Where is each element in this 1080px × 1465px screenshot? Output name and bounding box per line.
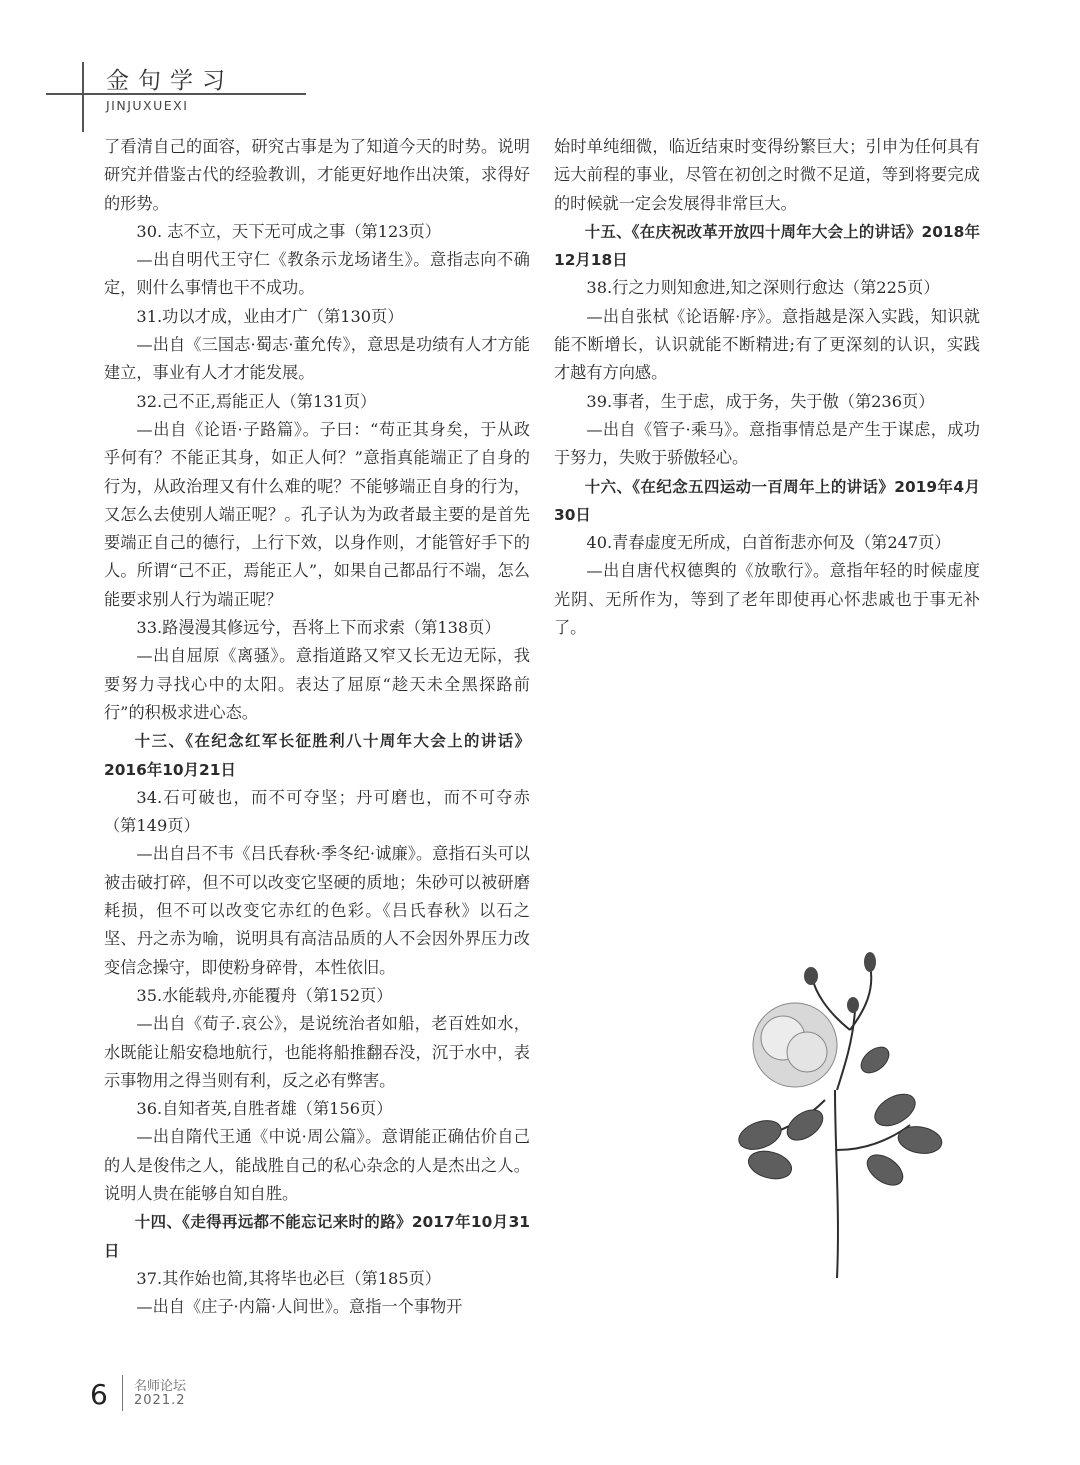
continued-text: 了看清自己的面容，研究古事是为了知道今天的时势。说明研究并借鉴古代的经验教训，才能更好地作出决策，求得好的形势。 — [104, 137, 530, 213]
quote-explanation: —出自张栻《论语解·序》。意指越是深入实践，知识就能不断增长，认识就能不断精进;有了更深刻的认识，实践才越有方向感。 — [554, 306, 980, 383]
quote-explanation: —出自唐代权德舆的《放歌行》。意指年轻的时候虚度光阴、无所作为，等到了老年即使再心怀悲戚也于事无补了。 — [554, 561, 980, 638]
magazine-name: 名师论坛 — [134, 1379, 187, 1394]
quote-item: 30. 志不立，天下无可成之事（第123页） — [136, 221, 441, 241]
section-subtitle: JINJUXUEXI — [106, 98, 189, 113]
quote-explanation: —出自《论语·子路篇》。子曰：“苟正其身矣，于从政乎何有？不能正其身，如正人何？”意指真能端正了自身的行为，从政治理又有什么难的呢？不能够端正自身的行为，又怎么去使别人端正呢？。孔子认为为政者最主要的是首先要端正自己的德行，上行下效，以身作则，才能管好手下的人。所谓“己不正，焉能正人”，如果自己都品行不端，怎么能要求别人行为端正呢？ — [104, 419, 530, 609]
issue-date: 2021.2 — [134, 1393, 186, 1408]
rose-illustration-icon — [725, 950, 965, 1280]
quote-explanation: —出自屈原《离骚》。意指道路又窄又长无边无际，我要努力寻找心中的太阳。表达了屈原“趁天未全黑探路前行”的积极求进心态。 — [104, 646, 530, 722]
quote-item: 40.青春虚度无所成，白首衔悲亦何及（第247页） — [586, 533, 951, 553]
quote-item: 34.石可破也，而不可夺坚；丹可磨也，而不可夺赤（第149页） — [104, 787, 530, 836]
quote-item: 39.事者，生于虑，成于务，失于傲（第236页） — [586, 391, 935, 411]
speech-heading: 十三、《在纪念红军长征胜利八十周年大会上的讲话》2016年10月21日 — [104, 732, 530, 779]
quote-item: 32.己不正,焉能正人（第131页） — [136, 391, 377, 411]
quote-explanation: —出自明代王守仁《教条示龙场诸生》。意指志向不确定，则什么事情也干不成功。 — [104, 250, 530, 298]
page-header — [0, 0, 1080, 113]
speech-heading: 十四、《走得再远都不能忘记来时的路》2017年10月31日 — [104, 1213, 530, 1260]
quote-item: 36.自知者英,自胜者雄（第156页） — [136, 1099, 393, 1119]
quote-item: 35.水能载舟,亦能覆舟（第152页） — [136, 985, 393, 1005]
page-number: 6 — [90, 1378, 108, 1411]
quote-explanation: —出自《庄子·内篇·人间世》。意指一个事物开 — [136, 1297, 463, 1317]
left-column — [104, 133, 530, 1321]
speech-heading: 十五、《在庆祝改革开放四十周年大会上的讲话》2018年12月18日 — [554, 222, 980, 270]
quote-explanation: —出自隋代王通《中说·周公篇》。意谓能正确估价自己的人是俊伟之人，能战胜自己的私心杂念的人是杰出之人。说明人贵在能够自知自胜。 — [104, 1127, 530, 1203]
quote-explanation: —出自吕不韦《吕氏春秋·季冬纪·诚廉》。意指石头可以被击破打碎，但不可以改变它坚硬的质地；朱砂可以被研磨耗损，但不可以改变它赤红的色彩。《吕氏春秋》以石之坚、丹之赤为喻，说明具有高洁品质的人不会因外界压力改变信念操守，即使粉身碎骨，本性依旧。 — [104, 844, 530, 977]
continued-text: 始时单纯细微，临近结束时变得纷繁巨大；引申为任何具有远大前程的事业，尽管在初创之时微不足道，等到将要完成的时候就一定会发展得非常巨大。 — [554, 137, 980, 213]
quote-explanation: —出自《三国志·蜀志·董允传》，意思是功绩有人才方能建立，事业有人才才能发展。 — [104, 335, 530, 383]
quote-item: 31.功以才成，业由才广（第130页） — [136, 306, 404, 326]
section-title: 金句学习 — [106, 68, 234, 94]
speech-heading: 十六、《在纪念五四运动一百周年上的讲话》2019年4月30日 — [554, 477, 980, 524]
quote-explanation: —出自《荀子.哀公》，是说统治者如船，老百姓如水，水既能让船安稳地航行，也能将船推翻吞没，沉于水中，表示事物用之得当则有利，反之必有弊害。 — [104, 1014, 530, 1090]
quote-item: 37.其作始也简,其将毕也必巨（第185页） — [136, 1268, 441, 1288]
quote-explanation: —出自《管子·乘马》。意指事情总是产生于谋虑，成功于努力，失败于骄傲轻心。 — [554, 419, 980, 468]
footer-divider — [122, 1375, 123, 1411]
quote-item: 33.路漫漫其修远兮，吾将上下而求索（第138页） — [136, 618, 501, 638]
quote-item: 38.行之力则知愈进,知之深则行愈达（第225页） — [586, 278, 940, 298]
header-vertical-rule — [82, 62, 84, 132]
right-column — [554, 133, 980, 642]
